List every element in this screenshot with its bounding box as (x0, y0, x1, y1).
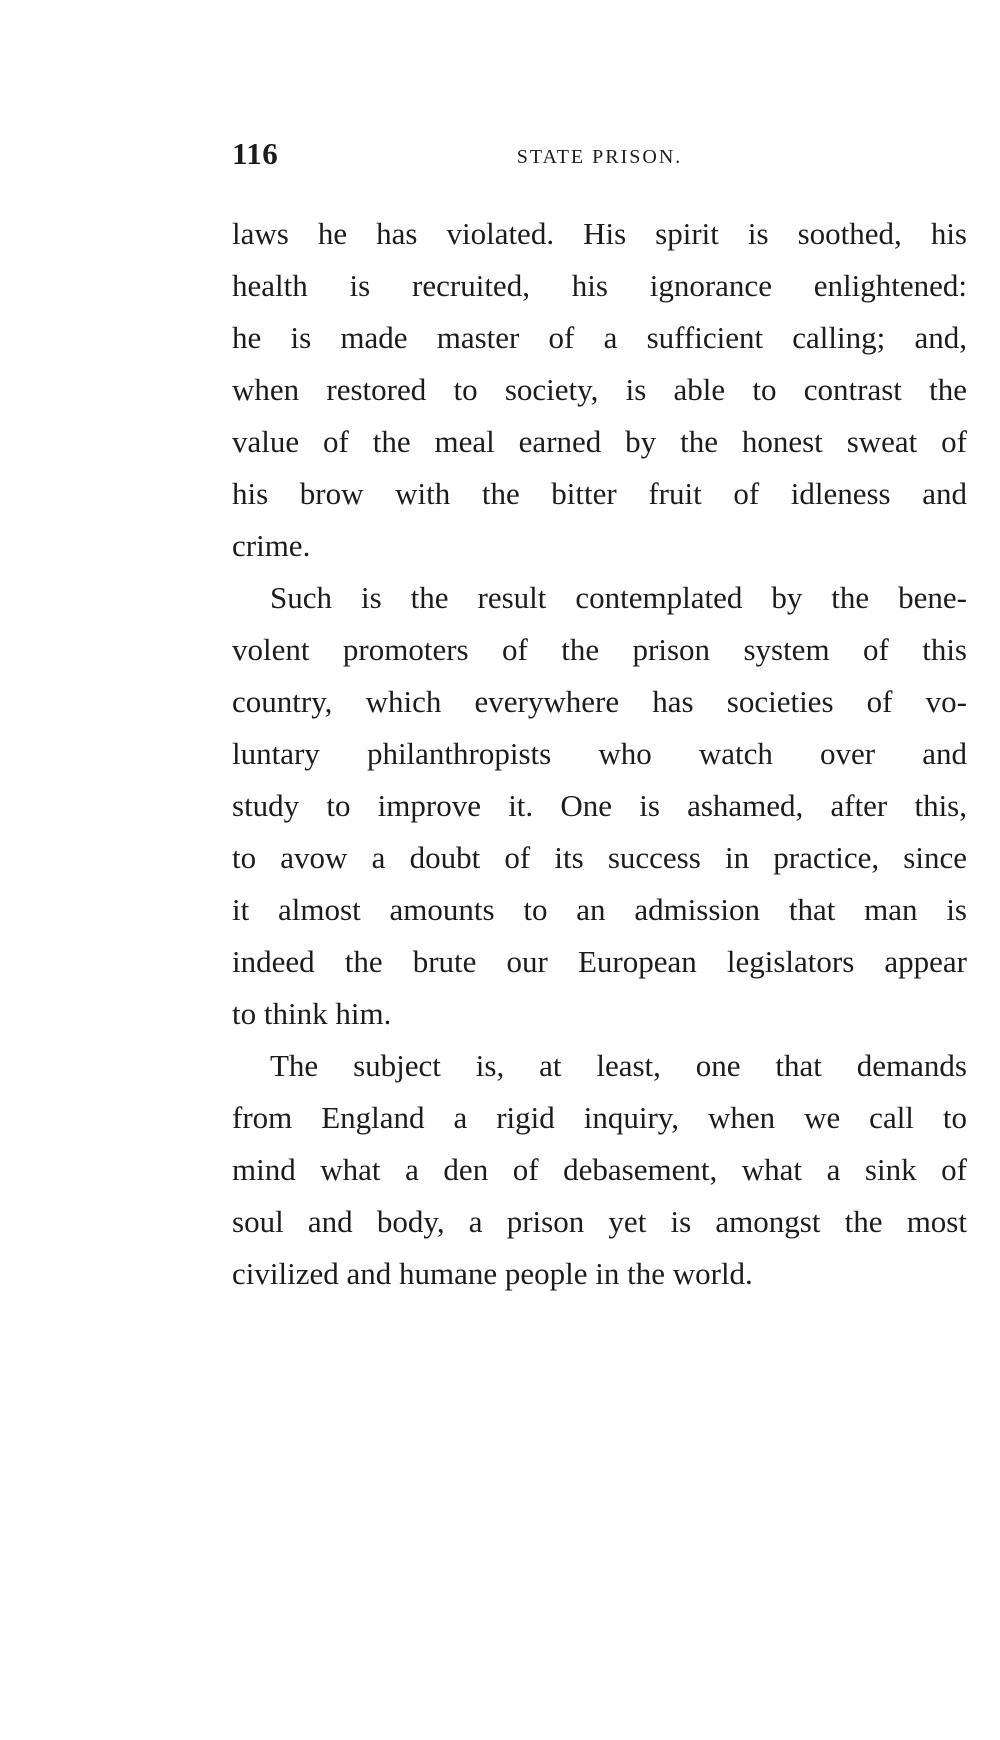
text-line: value of the meal earned by the honest sweat of (232, 424, 967, 459)
text-line: The subject is, at least, one that demands (270, 1048, 967, 1083)
text-line: mind what a den of debasement, what a sink of (232, 1152, 967, 1187)
text-line: civilized and humane people in the world. (232, 1256, 753, 1291)
text-line: when restored to society, is able to contrast the (232, 372, 967, 407)
text-line: Such is the result contemplated by the bene- (270, 580, 967, 615)
text-line: laws he has violated. His spirit is soothed, his (232, 216, 967, 251)
text-line: soul and body, a prison yet is amongst the most (232, 1204, 967, 1239)
text-line: from England a rigid inquiry, when we call to (232, 1100, 967, 1135)
text-line: country, which everywhere has societies of vo- (232, 684, 967, 719)
page-number: 116 (232, 136, 279, 171)
running-title: STATE PRISON. (516, 146, 683, 168)
paragraph-1 (232, 208, 967, 572)
text-line: study to improve it. One is ashamed, after this, (232, 788, 967, 823)
text-line: luntary philanthropists who watch over and (232, 736, 967, 771)
text-line: his brow with the bitter fruit of idleness and (232, 476, 967, 511)
text-line: to think him. (232, 996, 392, 1031)
text-line: he is made master of a sufficient calling; and, (232, 320, 967, 355)
text-line: crime. (232, 528, 311, 563)
text-line: health is recruited, his ignorance enlightened: (232, 268, 967, 303)
body-text (232, 208, 967, 1308)
text-line: indeed the brute our European legislators appear (232, 944, 967, 979)
text-line: it almost amounts to an admission that man is (232, 892, 967, 927)
paragraph-2 (232, 572, 967, 1040)
text-line: to avow a doubt of its success in practice, since (232, 840, 967, 875)
running-head (232, 136, 967, 176)
paragraph-3 (232, 1040, 967, 1300)
text-line: volent promoters of the prison system of this (232, 632, 967, 667)
